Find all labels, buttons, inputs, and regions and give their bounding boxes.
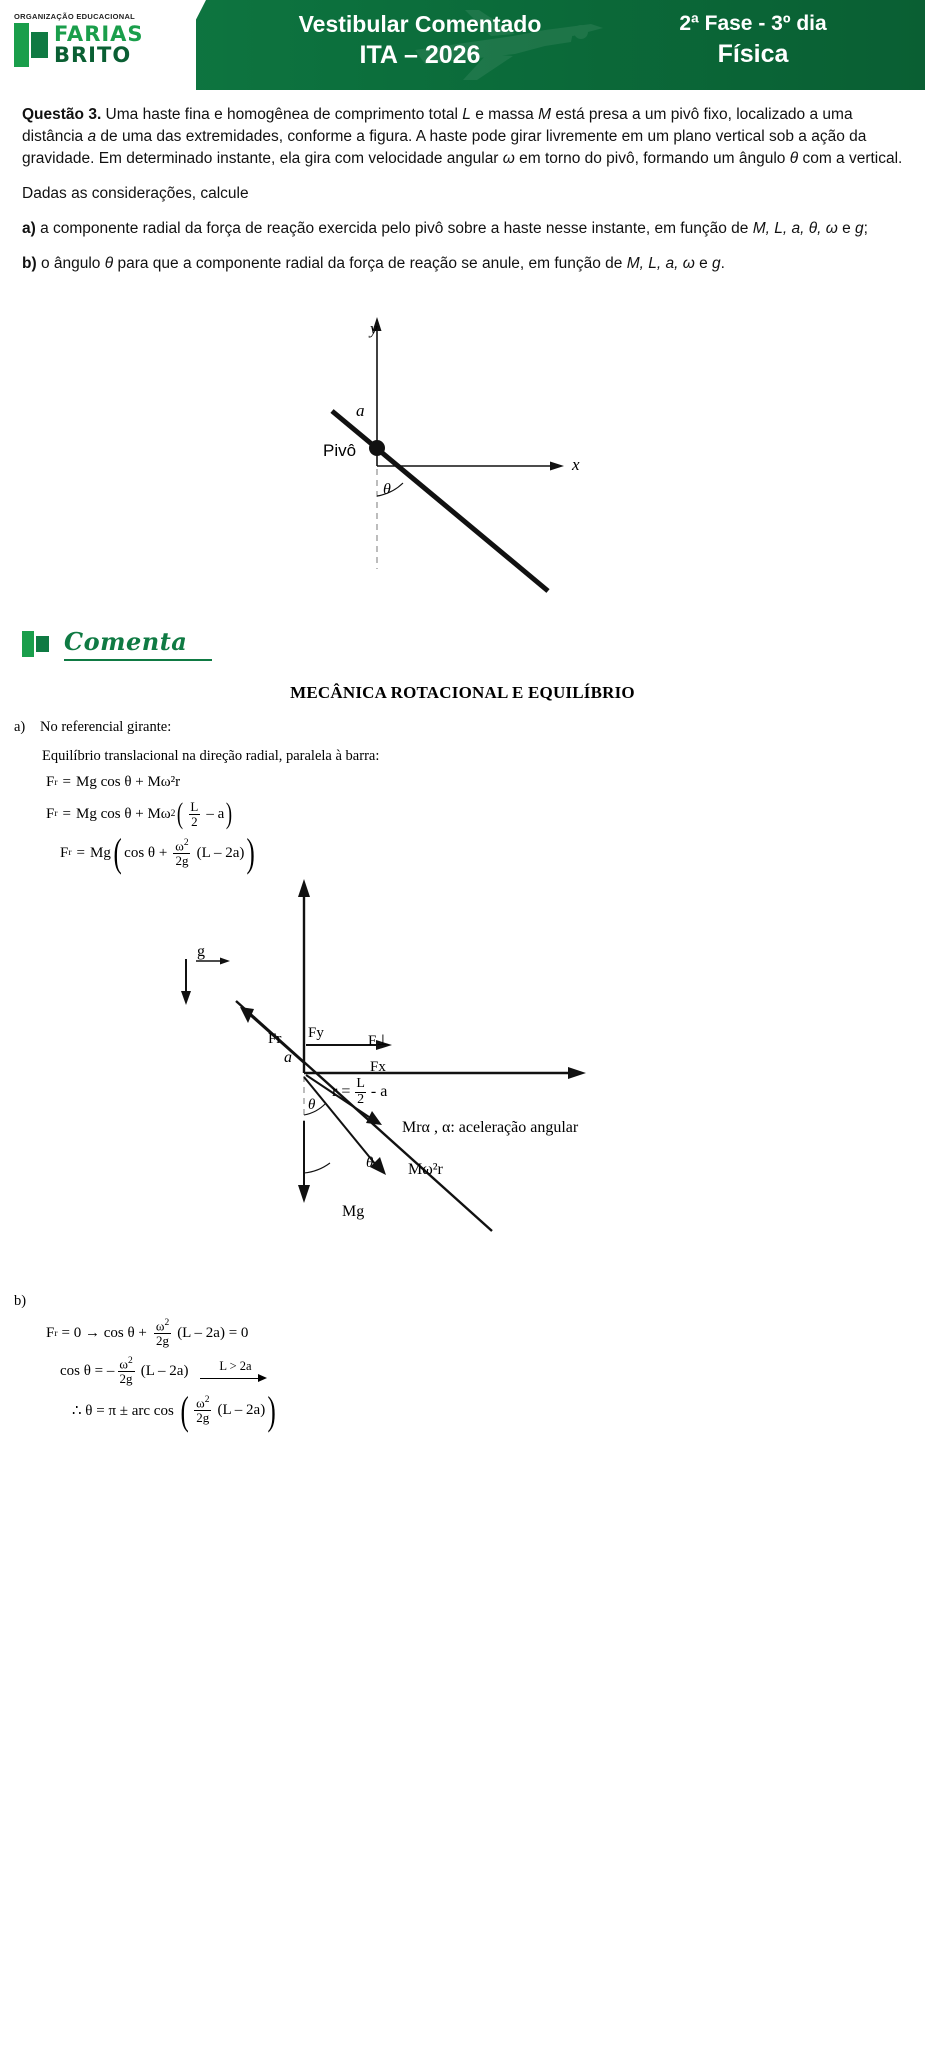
question-content <box>0 90 925 275</box>
eq5-part1: cos θ = – <box>60 1362 115 1379</box>
figure1-label-theta: θ <box>383 481 391 498</box>
figure2-label-g: g <box>197 943 205 961</box>
figure2-label-Fy: Fy <box>308 1025 324 1042</box>
page-header <box>0 0 925 90</box>
figure-free-body-diagram <box>0 873 925 1293</box>
eq3-fraction <box>173 839 190 868</box>
q-var-theta: θ <box>789 150 799 167</box>
eq2-rhs2: – a <box>206 805 225 822</box>
solution-item-b <box>14 1293 925 1310</box>
q-p1a: Uma haste fina e homogênea de comprimento total <box>101 106 463 123</box>
eq5-implication <box>200 1359 270 1384</box>
item-a-label: a) <box>22 220 36 237</box>
eq3-equals: = <box>76 844 85 861</box>
fb-mark-icon <box>14 23 48 67</box>
q-p1b: e massa <box>470 106 539 123</box>
figure2-label-Fperp: F⊥ <box>368 1033 390 1050</box>
eq6-frac-num: $\omega^2$ <box>196 1395 210 1411</box>
q-var-omega: ω <box>502 150 515 167</box>
eq6-paren-open: ( <box>180 1387 189 1433</box>
equation-3 <box>60 830 925 876</box>
eq5-part2: (L – 2a) <box>140 1362 189 1379</box>
header-right-block <box>603 10 903 72</box>
eq2-lhs-sub: r <box>54 809 58 820</box>
header-subject: Física <box>717 40 789 69</box>
equation-4 <box>46 1319 925 1348</box>
item-a-text1: a componente radial da força de reação exercida pelo pivô sobre a haste nesse instante, em função de <box>35 220 753 237</box>
farias-brito-logo <box>14 12 184 67</box>
eq3-rhs3: (L – 2a) <box>196 844 245 861</box>
figure2-label-theta1: θ <box>308 1097 316 1114</box>
eq6-paren-close: ) <box>267 1387 277 1433</box>
eq4-lhs-sub: r <box>54 1328 58 1339</box>
eq3-frac-num: $\omega^2$ <box>175 837 189 854</box>
eq6-part1: ∴ θ = π ± arc cos <box>72 1403 174 1419</box>
item-a-vars: M, L, a, θ, ω <box>752 220 838 237</box>
figure2-label-Fx: Fx <box>370 1059 386 1076</box>
eq6-fraction <box>194 1396 211 1425</box>
eq2-lhs: F <box>46 805 55 822</box>
eq5-arrow-icon <box>200 1374 270 1384</box>
equation-1 <box>46 774 925 791</box>
eq4-lhs: F <box>46 1325 55 1342</box>
eq1-lhs-sub: r <box>54 777 58 788</box>
header-title-line1: Vestibular Comentado <box>298 11 542 37</box>
item-b-text2: para que a componente radial da força de reação se anule, em função de <box>113 255 627 272</box>
figure1-label-y: y <box>370 319 378 338</box>
comenta-word: Comenta <box>64 627 188 656</box>
figure1-label-a: a <box>356 401 365 420</box>
eq3-paren-open: ( <box>113 830 122 876</box>
item-b-text3: e <box>694 255 713 272</box>
eq4-fraction <box>154 1319 171 1348</box>
question-item-a <box>22 218 903 240</box>
fb-logo-icon <box>22 631 58 657</box>
equation-6 <box>72 1387 925 1433</box>
figure1-label-pivo: Pivô <box>323 441 357 460</box>
figure1-label-x: x <box>572 455 580 474</box>
header-title-block <box>220 10 620 73</box>
solution-a-text: No referencial girante: <box>40 719 172 735</box>
question-statement <box>22 104 903 170</box>
eq2-frac-den: 2 <box>191 813 198 829</box>
eq2-paren-open: ( <box>177 797 184 831</box>
question-instruction: Dadas as considerações, calcule <box>22 185 249 202</box>
item-b-theta: θ <box>104 255 114 272</box>
logo-org-text: ORGANIZAÇÃO EDUCACIONAL <box>14 12 136 21</box>
eq6-part2: (L – 2a) <box>217 1402 266 1418</box>
eq2-fraction <box>188 800 200 828</box>
eq3-paren-close: ) <box>246 830 256 876</box>
solution-item-a <box>14 719 925 736</box>
equation-2 <box>46 797 925 831</box>
eq2-equals: = <box>62 805 71 822</box>
eq3-rhs1: Mg <box>89 844 111 861</box>
solution-b-label: b) <box>14 1293 27 1310</box>
eq3-lhs: F <box>60 844 69 861</box>
header-phase: 2ª Fase - 3º dia <box>679 12 827 35</box>
item-b-label: b) <box>22 255 37 272</box>
solution-a-label: a) <box>14 719 26 735</box>
item-a-text2: e <box>837 220 856 237</box>
item-b-end: . <box>720 255 725 272</box>
figure2-label-Mw2r: Mω²r <box>408 1161 443 1179</box>
figure2-label-Fr: Fr <box>268 1031 282 1048</box>
eq3-rhs2: cos θ + <box>124 844 168 861</box>
eq1-rhs: Mg cos θ + Mω²r <box>75 774 181 790</box>
item-b-vars: M, L, a, ω <box>626 255 695 272</box>
comenta-underline <box>64 659 212 661</box>
figure2-label-r: r = $\frac{L}{2}$ - a <box>332 1076 388 1107</box>
eq3-lhs-sub: r <box>68 848 72 859</box>
comenta-banner <box>22 627 925 673</box>
eq4-frac-num: $\omega^2$ <box>155 1318 170 1334</box>
q-var-L: L <box>462 106 471 123</box>
question-item-b <box>22 253 903 275</box>
figure1-svg <box>0 291 925 621</box>
logo-word-farias: FARIAS <box>54 22 144 46</box>
equation-5 <box>60 1357 925 1386</box>
q-var-M: M <box>538 106 552 123</box>
eq2-frac-num: L <box>190 799 199 814</box>
eq5-condition: L > 2a <box>219 1358 252 1373</box>
eq4-frac-den: 2g <box>156 1333 170 1349</box>
eq1-lhs: F <box>46 774 55 790</box>
figure2-svg <box>0 873 925 1293</box>
figure2-label-theta2: θ <box>366 1155 374 1172</box>
q-var-a: a <box>87 128 97 145</box>
eq4-part2: (L – 2a) = 0 <box>177 1325 249 1342</box>
eq5-frac-num: $\omega^2$ <box>119 1355 133 1372</box>
header-title-line2: ITA – 2026 <box>359 40 481 69</box>
figure2-label-Mralpha: Mrα , α: aceleração angular <box>402 1119 579 1137</box>
q-p1e: em torno do pivô, formando um ângulo <box>514 150 790 167</box>
eq5-frac-den: 2g <box>119 1370 133 1386</box>
eq4-part1: = 0 → cos θ + <box>61 1325 147 1342</box>
eq2-rhs1: Mg cos θ + Mω <box>75 805 171 822</box>
solution-section-title: MECÂNICA ROTACIONAL E EQUILÍBRIO <box>290 683 635 702</box>
figure-rod-pivot <box>0 291 925 621</box>
logo-word-brito: BRITO <box>54 43 132 67</box>
eq1-equals: = <box>62 774 71 790</box>
eq2-sup: 2 <box>170 809 176 820</box>
item-b-text1: o ângulo <box>36 255 105 272</box>
eq6-frac-den: 2g <box>196 1410 210 1426</box>
eq2-paren-close: ) <box>226 797 233 831</box>
item-a-end: ; <box>863 220 868 237</box>
item-a-var-g: g <box>855 220 864 237</box>
figure2-label-Mg: Mg <box>342 1203 365 1221</box>
question-number: Questão 3. <box>22 106 102 123</box>
eq3-frac-den: 2g <box>175 852 189 868</box>
solution-a-subtext: Equilíbrio translacional na direção radial, paralela à barra: <box>42 748 380 764</box>
q-p1f: com a vertical. <box>798 150 903 167</box>
q-p1c: está presa a um pivô fixo, localizado a uma distância <box>22 106 853 145</box>
figure2-label-a: a <box>284 1049 292 1067</box>
item-b-var-g: g <box>712 255 721 272</box>
eq5-fraction <box>117 1357 134 1386</box>
q-p1d: de uma das extremidades, conforme a figura. A haste pode girar livremente em um plano vertical sob a ação da gravidade. Em determinado instante, ela gira com velocidade angular <box>22 128 867 167</box>
